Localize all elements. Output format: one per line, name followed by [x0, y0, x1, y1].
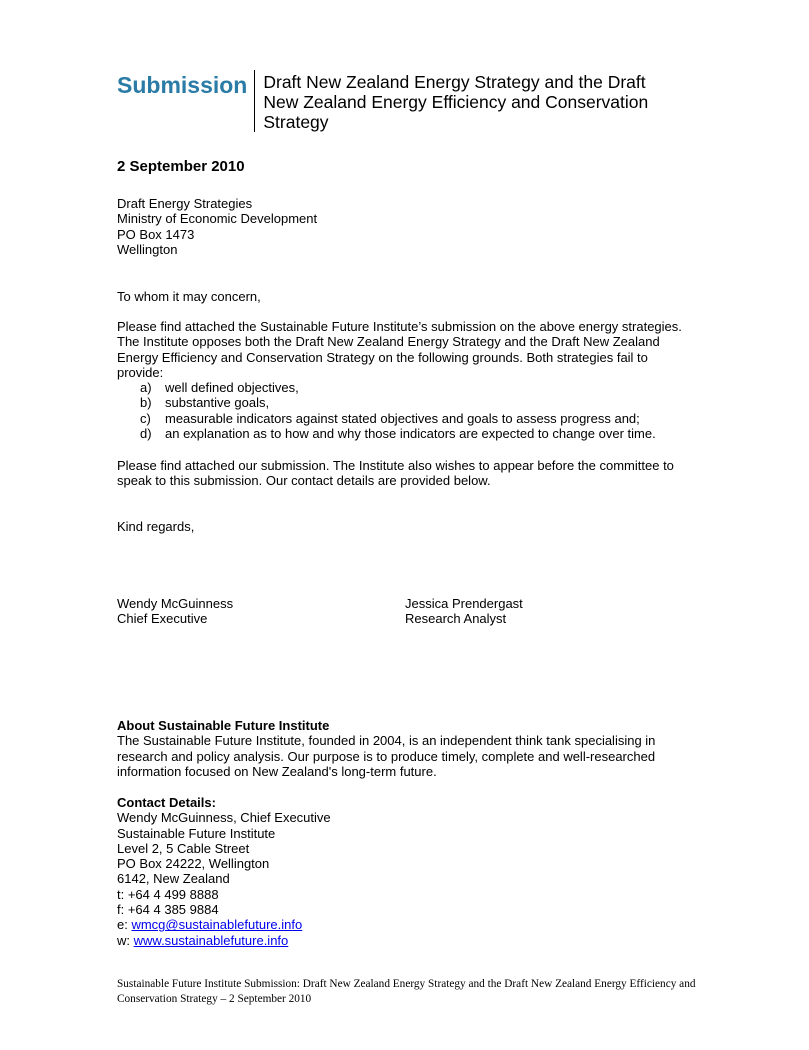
signatory-2 — [405, 596, 523, 627]
contact-line: 6142, New Zealand — [117, 871, 230, 887]
about-heading: About Sustainable Future Institute — [117, 718, 330, 733]
attachment-paragraph: Please find attached our submission. The Institute also wishes to appear before the committee to speak to this submission. Our contact details are provided below. — [117, 458, 674, 489]
website-link[interactable]: www.sustainablefuture.info — [133, 932, 289, 948]
contact-section — [117, 795, 331, 948]
contact-line: Sustainable Future Institute — [117, 825, 276, 841]
list-item — [140, 380, 656, 395]
document-title: Draft New Zealand Energy Strategy and the Draft New Zealand Energy Efficiency and Conservation Strategy — [263, 72, 649, 132]
about-text: The Sustainable Future Institute, founded in 2004, is an independent think tank specialising in research and policy analysis. Our purpose is to produce timely, complete and well-researched information focused on New Zealand's long-term future. — [117, 733, 656, 779]
address-line: Wellington — [117, 241, 178, 257]
list-item-text: well defined objectives, — [165, 380, 299, 395]
list-marker: b) — [140, 395, 152, 411]
list-item-text: measurable indicators against stated objectives and goals to assess progress and; — [165, 410, 640, 426]
email-link[interactable]: wmcg@sustainablefuture.info — [131, 917, 303, 933]
address-line: PO Box 1473 — [117, 226, 195, 242]
contact-line: PO Box 24222, Wellington — [117, 856, 270, 872]
salutation: To whom it may concern, — [117, 289, 261, 304]
intro-paragraph: Please find attached the Sustainable Future Institute’s submission on the above energy strategies. The Institute opposes both the Draft New Zealand Energy Strategy and the Draft New Zealand Energy Efficiency and Conservation Strategy on the following grounds. Both strategies fail to provide: — [117, 319, 682, 380]
signatory-name: Wendy McGuinness — [117, 596, 234, 611]
submission-label: Submission — [117, 72, 248, 98]
closing: Kind regards, — [117, 519, 195, 534]
contact-line: Wendy McGuinness, Chief Executive — [117, 810, 331, 826]
grounds-list — [140, 380, 656, 441]
list-item — [140, 426, 656, 441]
signatory-title: Research Analyst — [405, 611, 507, 627]
contact-line: Level 2, 5 Cable Street — [117, 840, 250, 856]
contact-heading: Contact Details: — [117, 795, 216, 810]
document-header — [117, 70, 683, 132]
list-item — [140, 395, 656, 410]
list-item — [140, 411, 656, 426]
letter-date: 2 September 2010 — [117, 158, 245, 175]
signatory-title: Chief Executive — [117, 611, 208, 627]
web-prefix: w: — [117, 932, 134, 948]
list-item-text: an explanation as to how and why those indicators are expected to change over time. — [165, 425, 656, 441]
email-prefix: e: — [117, 917, 132, 933]
address-line: Draft Energy Strategies — [117, 196, 253, 211]
address-line: Ministry of Economic Development — [117, 211, 318, 227]
signatory-name: Jessica Prendergast — [405, 596, 523, 611]
email-line — [117, 917, 331, 932]
fax-line: f: +64 4 385 9884 — [117, 902, 219, 918]
list-marker: a) — [140, 380, 152, 395]
list-item-text: substantive goals, — [165, 395, 270, 411]
list-marker: d) — [140, 425, 152, 441]
signatory-1 — [117, 596, 233, 627]
about-section — [117, 718, 697, 779]
phone-line: t: +64 4 499 8888 — [117, 886, 219, 902]
web-line — [117, 933, 331, 948]
recipient-address — [117, 196, 317, 257]
list-marker: c) — [140, 410, 151, 426]
page-footer: Sustainable Future Institute Submission: Draft New Zealand Energy Strategy and the Draft New Zealand Energy Efficiency and Conservation Strategy – 2 September 2010 — [117, 978, 696, 1005]
